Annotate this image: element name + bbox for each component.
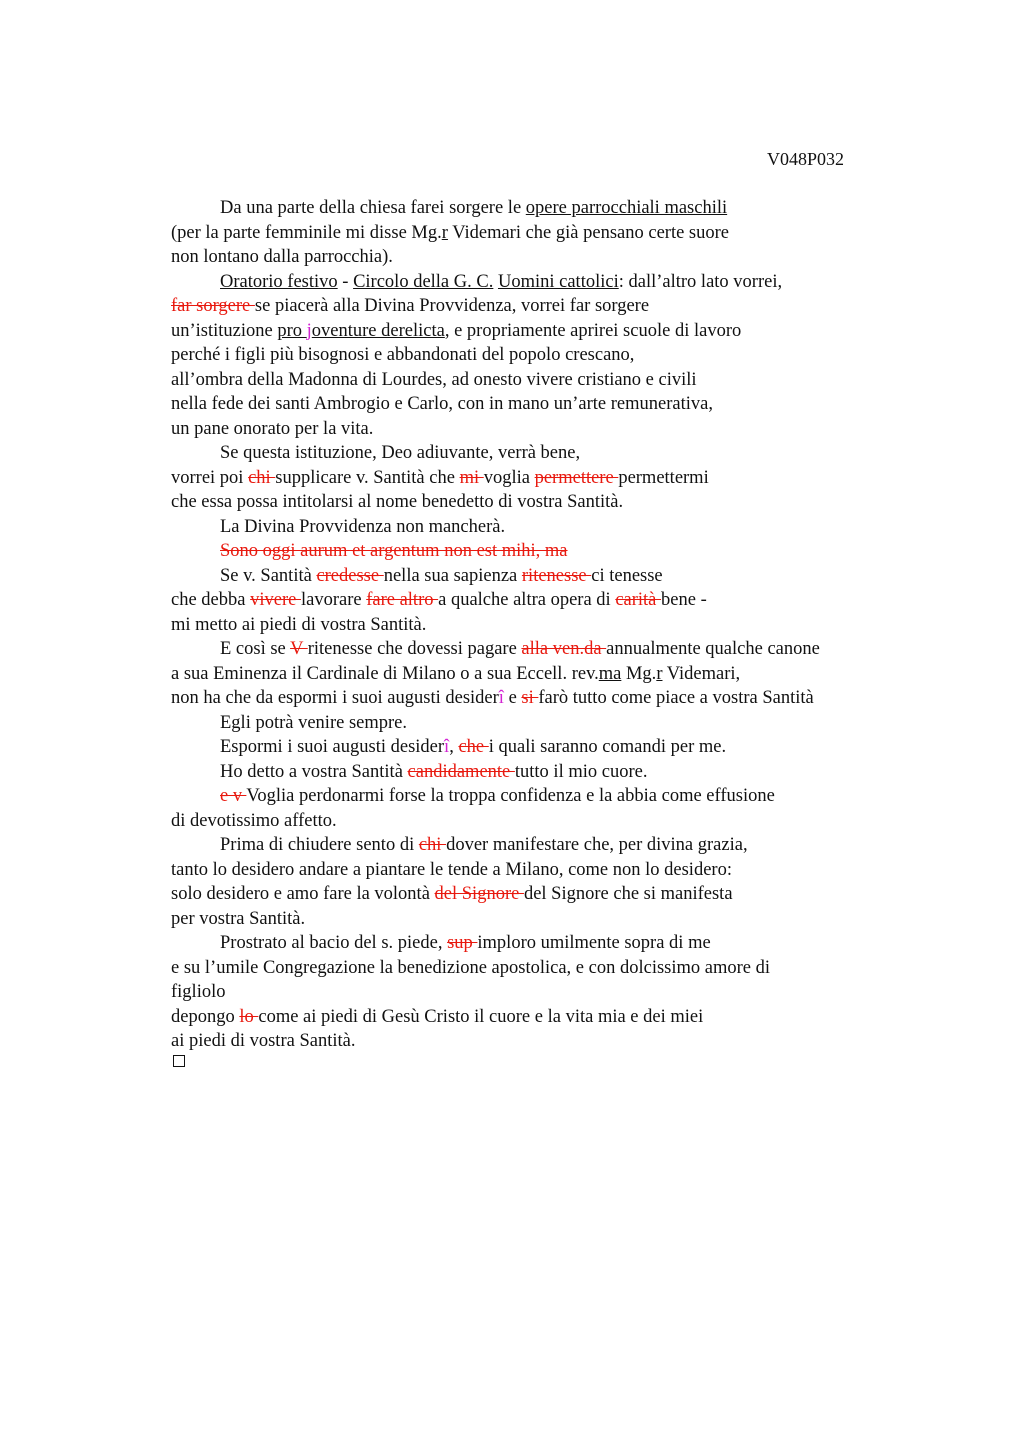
text-line xyxy=(171,686,814,711)
text-segment: vorrei poi xyxy=(171,467,249,488)
highlighted-char: j xyxy=(306,320,312,341)
deleted-text: si xyxy=(521,688,539,708)
text-segment: Da una parte della chiesa farei sorgere le xyxy=(220,198,526,218)
text-line xyxy=(171,1029,355,1054)
text-segment: depongo xyxy=(171,1006,240,1027)
text-line xyxy=(171,294,649,319)
underlined-text: ma xyxy=(598,663,622,684)
text-line xyxy=(220,833,748,858)
text-segment: di devotissimo affetto. xyxy=(171,810,337,831)
text-segment: Mg. xyxy=(621,663,657,684)
text-segment: : dall’altro lato vorrei, xyxy=(618,271,783,292)
text-segment: per vostra Santità. xyxy=(171,908,306,929)
text-segment: imploro umilmente sopra di me xyxy=(477,933,711,953)
text-segment: dover manifestare che, per divina grazia, xyxy=(446,835,748,855)
text-segment: La Divina Provvidenza non mancherà. xyxy=(220,516,506,537)
text-segment: perché i figli più bisognosi e abbandonati del popolo crescano, xyxy=(171,345,635,365)
text-line xyxy=(171,368,697,393)
text-segment: che essa possa intitolarsi al nome benedetto di vostra Santità. xyxy=(171,492,624,512)
underlined-text: Circolo della G. C. xyxy=(353,271,494,292)
text-line xyxy=(220,196,727,221)
underlined-text: r xyxy=(441,222,448,243)
underlined-text: oventure derelicta xyxy=(311,320,445,341)
text-segment: Voglia perdonarmi forse la troppa confidenza e la abbia come effusione xyxy=(246,786,775,806)
text-line xyxy=(220,515,505,540)
text-line xyxy=(171,343,634,368)
text-line xyxy=(220,637,820,662)
underlined-text: pro xyxy=(277,320,307,341)
text-segment: Videmari, xyxy=(662,663,741,684)
text-segment: bene - xyxy=(661,590,707,610)
deleted-text: fare altro xyxy=(366,590,439,610)
text-segment: farò tutto come piace a vostra Santità xyxy=(538,688,814,708)
text-line xyxy=(171,221,729,246)
text-segment: (per la parte femminile mi disse Mg. xyxy=(171,222,442,243)
text-segment: E così se xyxy=(220,639,291,659)
text-segment: del Signore che si manifesta xyxy=(523,884,733,904)
text-segment: non lontano dalla parrocchia). xyxy=(171,247,393,267)
text-segment: i quali saranno comandi per me. xyxy=(488,737,727,757)
text-segment: nella fede dei santi Ambrogio e Carlo, con in mano un’arte remunerativa, xyxy=(171,394,713,414)
deleted-text: e v xyxy=(220,786,247,806)
underlined-text: r xyxy=(656,663,663,684)
text-segment: Ho detto a vostra Santità xyxy=(220,761,408,782)
text-line xyxy=(171,392,713,417)
deleted-text: far sorgere xyxy=(171,296,255,316)
text-line xyxy=(220,760,647,785)
text-line xyxy=(171,1005,703,1030)
text-line xyxy=(220,931,711,956)
text-segment: tutto il mio cuore. xyxy=(514,761,648,782)
text-segment: tanto lo desidero andare a piantare le tende a Milano, come non lo desidero: xyxy=(171,859,732,880)
deleted-text: vivere xyxy=(250,590,301,610)
text-line xyxy=(220,270,782,295)
text-segment: e xyxy=(503,688,522,708)
text-segment: Se v. Santità xyxy=(220,565,317,586)
text-segment: a sua Eminenza il Cardinale di Milano o a sua Eccell. rev. xyxy=(171,663,599,684)
text-segment: - xyxy=(337,271,354,292)
text-line xyxy=(220,735,726,760)
end-box-icon xyxy=(173,1055,185,1067)
text-line xyxy=(171,907,305,932)
deleted-text: lo xyxy=(239,1006,259,1027)
text-line xyxy=(220,539,568,564)
text-line xyxy=(171,417,373,442)
text-segment: , e propriamente aprirei scuole di lavoro xyxy=(444,320,742,341)
text-segment: Prostrato al bacio del s. piede, xyxy=(220,933,448,953)
text-segment: supplicare v. Santità che xyxy=(275,467,460,488)
text-segment: annualmente qualche canone xyxy=(606,639,820,659)
deleted-text: del Signore xyxy=(434,884,524,904)
text-line xyxy=(171,809,337,834)
deleted-text: chi xyxy=(248,467,276,488)
text-line xyxy=(171,980,225,1005)
text-segment: a qualche altra opera di xyxy=(438,590,616,610)
text-segment: figliolo xyxy=(171,982,226,1002)
text-segment: Egli potrà venire sempre. xyxy=(220,712,407,733)
text-line xyxy=(171,588,707,613)
deleted-text: permettere xyxy=(534,467,619,488)
text-line xyxy=(220,564,663,589)
underlined-text: Oratorio festivo xyxy=(220,271,338,292)
deleted-text: che xyxy=(458,737,489,757)
text-line xyxy=(220,711,407,736)
text-line xyxy=(171,466,709,491)
text-segment: che debba xyxy=(171,590,251,610)
text-segment: , xyxy=(449,737,459,757)
text-segment: ai piedi di vostra Santità. xyxy=(171,1031,356,1051)
text-segment: se piacerà alla Divina Provvidenza, vorrei far sorgere xyxy=(254,296,650,316)
text-segment: Videmari che già pensano certe suore xyxy=(447,222,729,243)
text-line xyxy=(171,858,732,883)
deleted-text: chi xyxy=(418,835,447,855)
text-segment: all’ombra della Madonna di Lourdes, ad onesto vivere cristiano e civili xyxy=(171,369,697,390)
highlighted-char: î xyxy=(444,737,450,757)
text-line xyxy=(171,956,770,981)
text-segment: permettermi xyxy=(618,467,709,488)
text-segment: solo desidero e amo fare la volontà xyxy=(171,884,435,904)
page-reference-code: V048P032 xyxy=(766,149,844,169)
text-line xyxy=(171,245,393,270)
text-segment: voglia xyxy=(483,467,535,488)
deleted-text: V xyxy=(290,639,308,659)
deleted-text: credesse xyxy=(316,565,384,586)
text-segment: mi metto ai piedi di vostra Santità. xyxy=(171,614,427,635)
text-segment: e su l’umile Congregazione la benedizione apostolica, e con dolcissimo amore di xyxy=(171,957,771,978)
deleted-text: ritenesse xyxy=(521,565,592,586)
text-line xyxy=(171,882,733,907)
text-line xyxy=(171,613,426,638)
underlined-text: Uomini cattolici xyxy=(497,271,619,292)
deleted-text: alla ven.da xyxy=(521,639,607,659)
text-segment: Prima di chiudere sento di xyxy=(220,835,419,855)
text-segment: ci tenesse xyxy=(591,565,663,586)
text-line xyxy=(171,319,741,344)
text-segment: Espormi i suoi augusti desider xyxy=(220,737,445,757)
text-line xyxy=(171,662,740,687)
deleted-text: mi xyxy=(459,467,484,488)
text-line xyxy=(220,441,580,466)
text-line xyxy=(171,490,623,515)
text-line xyxy=(220,784,775,809)
text-segment: ritenesse che dovessi pagare xyxy=(307,639,522,659)
underlined-text: opere parrocchiali maschili xyxy=(525,198,728,218)
text-segment: nella sua sapienza xyxy=(383,565,522,586)
highlighted-char: î xyxy=(498,688,504,708)
text-segment: un pane onorato per la vita. xyxy=(171,418,374,439)
deleted-text: candidamente xyxy=(407,761,515,782)
deleted-text: sup xyxy=(447,933,478,953)
text-segment: un’istituzione xyxy=(171,320,278,341)
text-segment: come ai piedi di Gesù Cristo il cuore e la vita mia e dei miei xyxy=(258,1006,704,1027)
deleted-text: carità xyxy=(615,590,662,610)
text-segment: lavorare xyxy=(300,590,367,610)
text-segment: Se questa istituzione, Deo adiuvante, verrà bene, xyxy=(220,443,581,463)
text-segment: non ha che da espormi i suoi augusti desider xyxy=(171,688,499,708)
deleted-text: Sono oggi aurum et argentum non est mihi, ma xyxy=(220,541,568,561)
